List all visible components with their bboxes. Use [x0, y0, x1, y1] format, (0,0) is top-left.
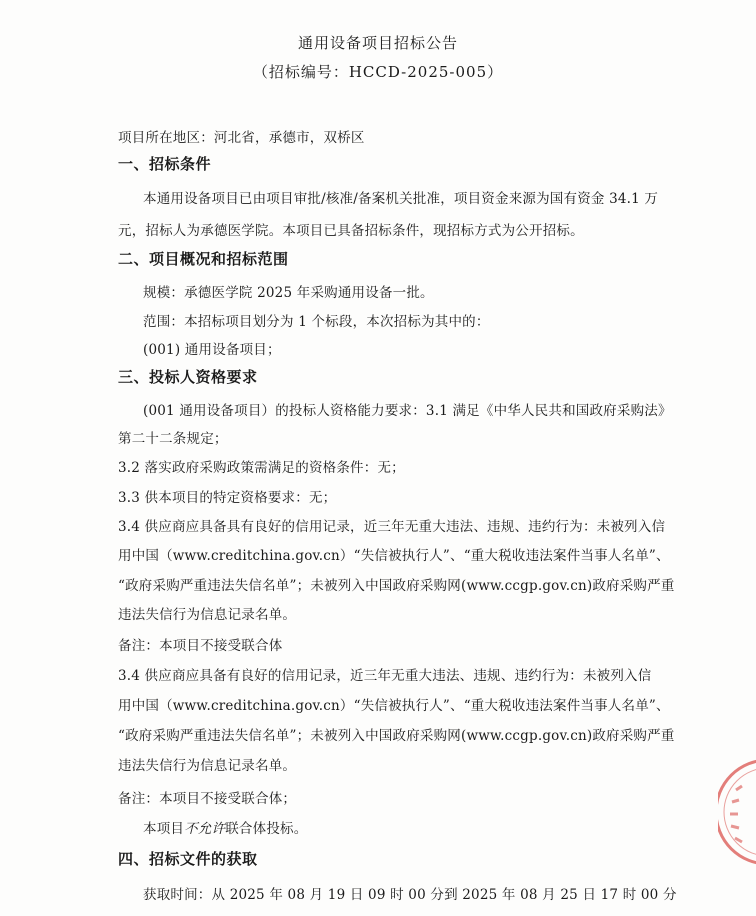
section3-line: “政府采购严重违法失信名单”；未被列入中国政府采购网(www.ccgp.gov.cn)政府采购严重	[118, 578, 675, 594]
section3-line: (001 通用设备项目）的投标人资格能力要求：3.1 满足《中华人民共和国政府采购法》	[143, 403, 672, 419]
section3-line: 3.2 落实政府采购政策需满足的资格条件：无；	[118, 460, 405, 476]
official-seal-stamp	[718, 752, 756, 872]
final-emphasis: 不允许	[184, 821, 226, 837]
section1-line: 本通用设备项目已由项目审批/核准/备案机关批准，项目资金来源为国有资金 34.1 万	[143, 191, 659, 207]
acquisition-time: 获取时间：从 2025 年 08 月 19 日 09 时 00 分到 2025 年 08 月 25 日 17 时 00 分	[143, 887, 677, 903]
section-heading-1: 一、招标条件	[118, 155, 212, 173]
section-heading-2: 二、项目概况和招标范围	[118, 250, 289, 268]
section3-line: 违法失信行为信息记录名单。	[118, 758, 297, 774]
section3-note: 备注：本项目不接受联合体	[118, 638, 283, 654]
section-heading-3: 三、投标人资格要求	[118, 368, 258, 386]
section3-final-line	[143, 820, 307, 838]
final-prefix: 本项目	[143, 821, 185, 837]
section3-line: 3.3 供本项目的特定资格要求：无；	[118, 490, 337, 506]
project-location: 项目所在地区：河北省，承德市，双桥区	[118, 130, 365, 146]
section2-line: 规模：承德医学院 2025 年采购通用设备一批。	[143, 285, 434, 301]
final-suffix: 联合体投标。	[225, 821, 308, 837]
section3-line: 用中国（www.creditchina.gov.cn）“失信被执行人”、“重大税收违法案件当事人名单”、	[118, 548, 670, 564]
section3-line: 3.4 供应商应具备具有良好的信用记录，近三年无重大违法、违规、违约行为：未被列入信	[118, 519, 666, 535]
section1-line: 元，招标人为承德医学院。本项目已具备招标条件，现招标方式为公开招标。	[118, 223, 584, 239]
section2-line: (001) 通用设备项目；	[143, 342, 281, 358]
section3-line: 第二十二条规定；	[118, 431, 228, 447]
section-heading-4: 四、招标文件的获取	[118, 850, 258, 868]
section2-line: 范围：本招标项目划分为 1 个标段，本次招标为其中的：	[143, 314, 490, 330]
section3-line: “政府采购严重违法失信名单”；未被列入中国政府采购网(www.ccgp.gov.cn)政府采购严重	[118, 728, 675, 744]
section3-note: 备注：本项目不接受联合体；	[118, 791, 297, 807]
document-title: 通用设备项目招标公告	[297, 34, 458, 52]
section3-line: 用中国（www.creditchina.gov.cn）“失信被执行人”、“重大税收违法案件当事人名单”、	[118, 698, 670, 714]
section3-line: 3.4 供应商应具备有良好的信用记录，近三年无重大违法、违规、违约行为：未被列入信	[118, 668, 652, 684]
section3-line: 违法失信行为信息记录名单。	[118, 607, 297, 623]
tender-code: （招标编号：HCCD-2025-005）	[252, 63, 504, 81]
